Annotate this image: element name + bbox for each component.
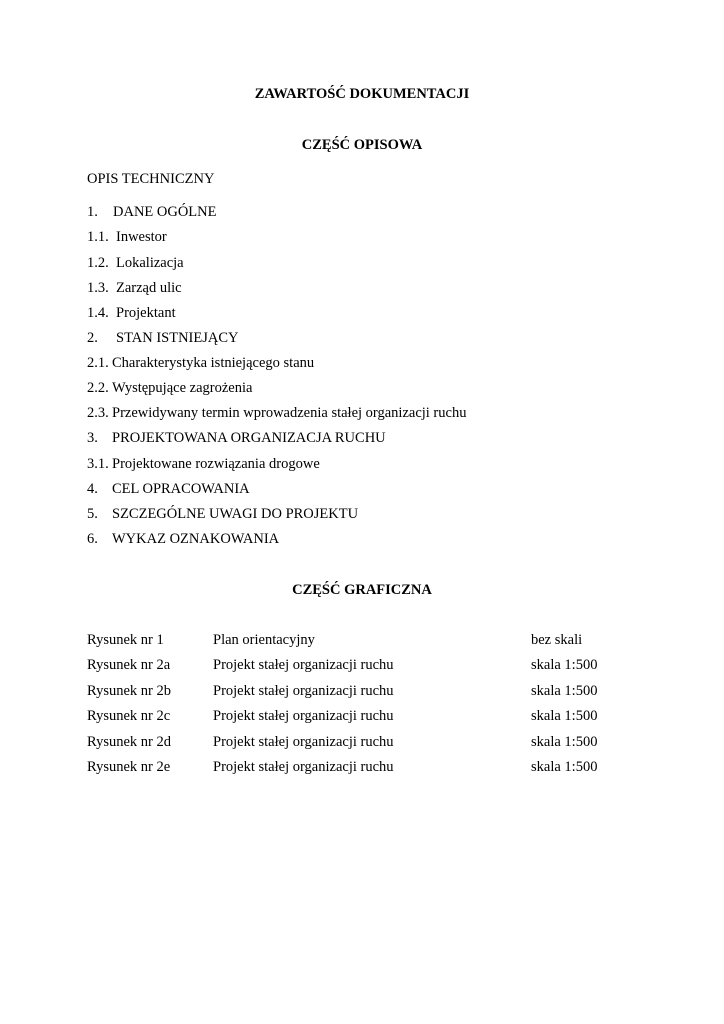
toc-item-1-2 (87, 255, 184, 272)
main-title: ZAWARTOŚĆ DOKUMENTACJI (254, 86, 470, 102)
toc-number: 3. (87, 430, 98, 446)
drawing-title: Plan orientacyjny (213, 632, 315, 648)
toc-number: 2.2. (87, 380, 109, 396)
technical-description-label: OPIS TECHNICZNY (87, 171, 215, 187)
graphic-part-title: CZĘŚĆ GRAFICZNA (292, 582, 432, 598)
toc-number: 4. (87, 481, 98, 497)
toc-text: Inwestor (116, 229, 167, 245)
toc-number: 5. (87, 506, 98, 522)
drawing-number: Rysunek nr 2a (87, 657, 171, 673)
toc-text: Projektant (116, 305, 176, 321)
toc-number: 1.1. (87, 229, 109, 245)
toc-number: 1.4. (87, 305, 109, 321)
drawing-scale: skala 1:500 (531, 708, 598, 724)
toc-number: 2. (87, 330, 98, 346)
toc-item-1-1 (87, 229, 167, 246)
drawing-title: Projekt stałej organizacji ruchu (213, 759, 394, 775)
toc-text: Charakterystyka istniejącego stanu (112, 355, 315, 371)
toc-item-5 (87, 506, 358, 523)
toc-text: Przewidywany termin wprowadzenia stałej organizacji ruchu (112, 405, 467, 421)
drawing-scale: skala 1:500 (531, 759, 598, 775)
toc-text: Lokalizacja (116, 255, 184, 271)
toc-item-2-1 (87, 355, 314, 372)
toc-item-3 (87, 430, 386, 447)
drawing-scale: skala 1:500 (531, 683, 598, 699)
toc-text: Projektowane rozwiązania drogowe (112, 456, 320, 472)
toc-text: CEL OPRACOWANIA (112, 481, 250, 497)
drawing-number: Rysunek nr 1 (87, 632, 164, 648)
toc-item-2-3 (87, 405, 466, 422)
drawing-row (87, 708, 647, 726)
toc-number: 1.3. (87, 280, 109, 296)
toc-number: 1.2. (87, 255, 109, 271)
toc-number: 2.1. (87, 355, 109, 371)
descriptive-part-title: CZĘŚĆ OPISOWA (301, 137, 423, 153)
drawing-row (87, 734, 647, 752)
toc-text: STAN ISTNIEJĄCY (116, 330, 239, 346)
toc-item-2-2 (87, 380, 252, 397)
toc-text: Występujące zagrożenia (112, 380, 253, 396)
drawing-title: Projekt stałej organizacji ruchu (213, 683, 394, 699)
toc-text: PROJEKTOWANA ORGANIZACJA RUCHU (112, 430, 386, 446)
drawing-scale: bez skali (531, 632, 583, 648)
drawing-title: Projekt stałej organizacji ruchu (213, 657, 394, 673)
toc-number: 6. (87, 531, 98, 547)
drawing-number: Rysunek nr 2b (87, 683, 171, 699)
toc-number: 3.1. (87, 456, 109, 472)
toc-item-1 (87, 204, 217, 221)
toc-item-6 (87, 531, 279, 548)
toc-item-1-4 (87, 305, 176, 322)
drawing-row (87, 683, 647, 701)
toc-text: WYKAZ OZNAKOWANIA (112, 531, 280, 547)
toc-text: DANE OGÓLNE (113, 204, 217, 220)
toc-item-1-3 (87, 280, 182, 297)
drawing-row (87, 759, 647, 777)
toc-number: 2.3. (87, 405, 109, 421)
drawing-number: Rysunek nr 2d (87, 734, 171, 750)
toc-text: Zarząd ulic (116, 280, 182, 296)
toc-item-4 (87, 481, 250, 498)
drawing-row (87, 657, 647, 675)
drawing-title: Projekt stałej organizacji ruchu (213, 708, 394, 724)
drawing-title: Projekt stałej organizacji ruchu (213, 734, 394, 750)
drawing-scale: skala 1:500 (531, 657, 598, 673)
drawing-number: Rysunek nr 2c (87, 708, 171, 724)
drawing-number: Rysunek nr 2e (87, 759, 171, 775)
toc-text: SZCZEGÓLNE UWAGI DO PROJEKTU (112, 506, 359, 522)
toc-item-2 (87, 330, 239, 347)
toc-number: 1. (87, 204, 98, 220)
drawing-row (87, 632, 647, 650)
toc-item-3-1 (87, 456, 320, 473)
drawing-scale: skala 1:500 (531, 734, 598, 750)
